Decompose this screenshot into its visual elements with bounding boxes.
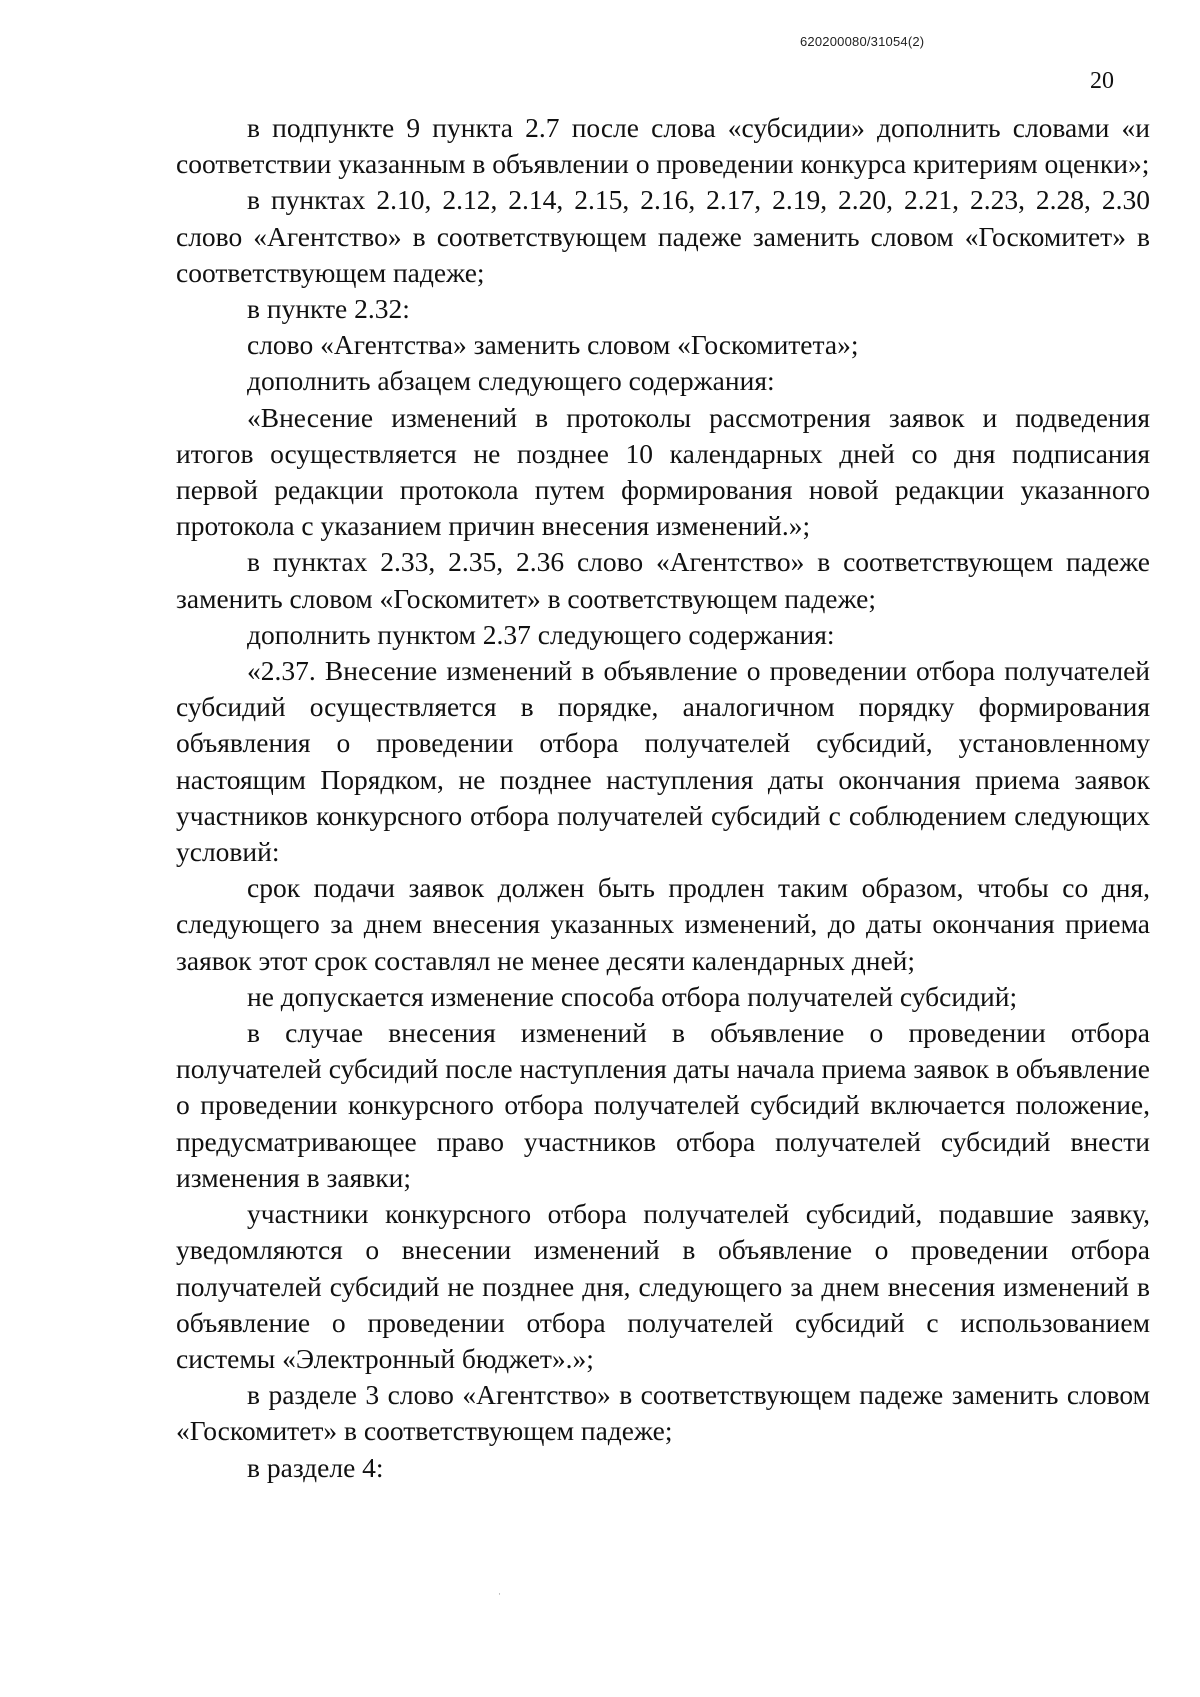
paragraph: участники конкурсного отбора получателей субсидий, подавшие заявку, уведомляются о внесении изменений в объявление о проведении отбора получателей субсидий не позднее дня, следующего за днем внесения изменений в объявление о проведении отбора получателей субсидий с использованием системы «Электронный бюджет».»;: [176, 1198, 1150, 1374]
paragraph: в пунктах 2.10, 2.12, 2.14, 2.15, 2.16, 2.17, 2.19, 2.20, 2.21, 2.23, 2.28, 2.30 слово «Агентство» в соответствующем падеже заменить словом «Госкомитет» в соответствующем падеже;: [176, 184, 1150, 288]
document-id: 620200080/31054(2): [800, 34, 925, 49]
paragraph: не допускается изменение способа отбора получателей субсидий;: [247, 980, 1018, 1012]
paragraph: в пункте 2.32:: [247, 293, 410, 325]
paragraph: слово «Агентства» заменить словом «Госкомитета»;: [247, 329, 859, 361]
paragraph: срок подачи заявок должен быть продлен таким образом, чтобы со дня, следующего за днем внесения указанных изменений, до даты окончания приема заявок этот срок составлял не менее десяти календарных дней;: [176, 872, 1150, 976]
paragraph: «Внесение изменений в протоколы рассмотрения заявок и подведения итогов осуществляется не позднее 10 календарных дней со дня подписания первой редакции протокола путем формирования новой редакции указанного протокола с указанием причин внесения изменений.»;: [176, 401, 1150, 542]
paragraph: в разделе 3 слово «Агентство» в соответствующем падеже заменить словом «Госкомитет» в соответствующем падеже;: [176, 1379, 1150, 1447]
paragraph: в разделе 4:: [247, 1451, 384, 1483]
document-body: [176, 110, 1150, 1486]
paragraph: «2.37. Внесение изменений в объявление о проведении отбора получателей субсидий осуществляется в порядке, аналогичном порядку формирования объявления о проведении отбора получателей субсидий, установленному настоящим Порядком, не позднее наступления даты окончания приема заявок участников конкурсного отбора получателей субсидий с соблюдением следующих условий:: [176, 655, 1150, 868]
paragraph: в подпункте 9 пункта 2.7 после слова «субсидии» дополнить словами «и соответствии указанным в объявлении о проведении конкурса критериям оценки»;: [176, 112, 1150, 180]
paragraph: дополнить абзацем следующего содержания:: [247, 365, 775, 397]
scan-speck: ·: [498, 1589, 501, 1599]
page-number: 20: [1090, 68, 1114, 94]
paragraph: в пунктах 2.33, 2.35, 2.36 слово «Агентство» в соответствующем падеже заменить словом «Госкомитет» в соответствующем падеже;: [176, 546, 1150, 614]
paragraph: дополнить пунктом 2.37 следующего содержания:: [247, 618, 835, 650]
paragraph: в случае внесения изменений в объявление о проведении отбора получателей субсидий после наступления даты начала приема заявок в объявление о проведении конкурсного отбора получателей субсидий включается положение, предусматривающее право участников отбора получателей субсидий внести изменения в заявки;: [176, 1017, 1150, 1193]
